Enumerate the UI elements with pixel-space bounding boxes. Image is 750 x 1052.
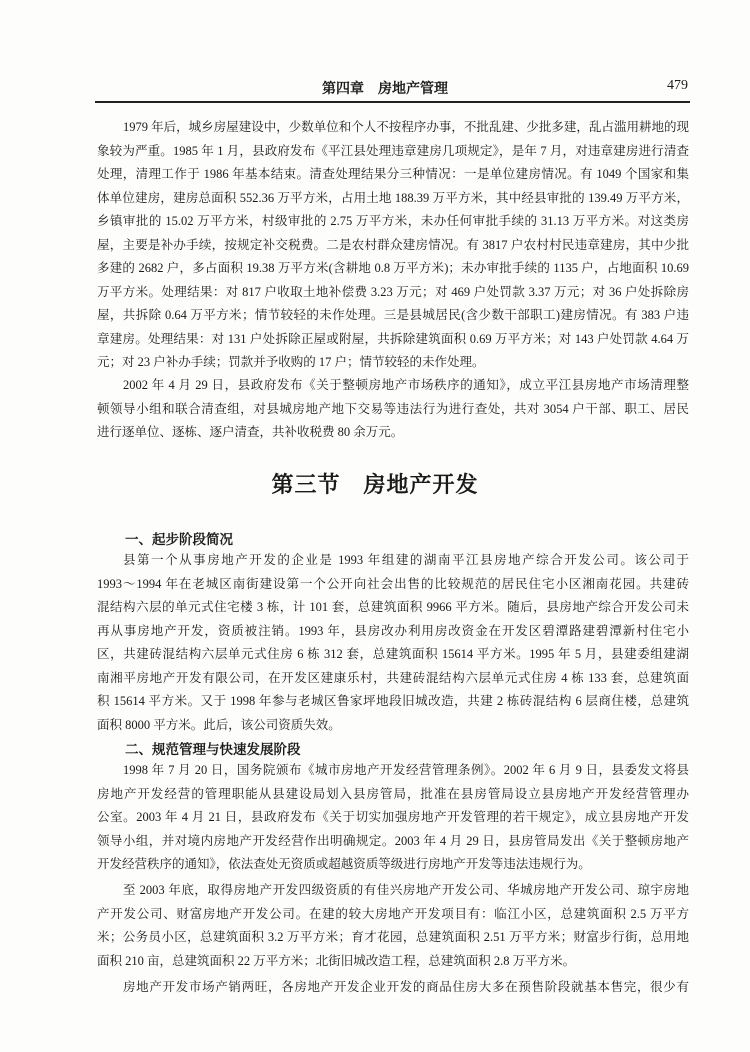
text-line: 1998 年 7 月 20 日，国务院颁布《城市房地产开发经营管理条例》。2002 年 6 月 9 日，县委发文将县 xyxy=(123,763,689,777)
text-line: 顿领导小组和联合清查组，对县城房地产地下交易等违法行为进行查处，共对 3054 户干部、职工、居民 xyxy=(97,401,689,416)
paragraph xyxy=(97,976,689,1000)
paragraph xyxy=(97,374,689,445)
paragraph xyxy=(97,879,689,973)
subsection-heading: 二、规范管理与快速发展阶段 xyxy=(125,742,301,758)
text-line: 面积 210 亩，总建筑面积 22 万平方米；北街旧城改造工程，总建筑面积 2.8 万平方米。 xyxy=(97,953,576,968)
text-line: 开发经营秩序的通知》，依法查处无资质或超越资质等级进行房地产开发等违法违规行为。 xyxy=(97,857,591,871)
text-line: 章建房。处理结果：对 131 户处拆除正屋或附屋，共拆除建筑面积 0.69 万平方米；对 143 户处罚款 4.64 万 xyxy=(97,331,689,346)
paragraph xyxy=(97,759,689,877)
text-line: 面积 8000 平方米。此后，该公司资质失效。 xyxy=(97,717,341,732)
text-line: 屋，主要是补办手续，按规定补交税费。二是农村群众建房情况。有 3817 户农村村民违章建房，其中少批 xyxy=(97,237,689,252)
text-line: 1979 年后，城乡房屋建设中，少数单位和个人不按程序办事，不批乱建、少批多建，乱占滥用耕地的现 xyxy=(123,120,689,134)
header-rule xyxy=(95,101,690,103)
text-line: 进行逐单位、逐栋、逐户清查，共补收税费 80 余万元。 xyxy=(97,425,404,439)
text-line: 南湘平房地产开发有限公司，在开发区建康乐村，共建砖混结构六层单元式住房 4 栋 133 套，总建筑面 xyxy=(97,670,689,685)
text-line: 再从事房地产开发，资质被注销。1993 年，县房改办利用房改资金在开发区碧潭路建碧潭新村住宅小 xyxy=(97,623,689,638)
paragraph xyxy=(97,116,689,375)
text-line: 米；公务员小区，总建筑面积 3.2 万平方米；育才花园，总建筑面积 2.51 万平方米；财富步行街，总用地 xyxy=(97,930,689,944)
text-line: 区，共建砖混结构六层单元式住房 6 栋 312 套，总建筑面积 15614 平方米。1995 年 5 月，县建委组建湖 xyxy=(97,647,689,661)
paragraph xyxy=(97,549,689,737)
text-line: 积 15614 平方米。又于 1998 年参与老城区鲁家坪地段旧城改造，共建 2 栋砖混结构 6 层商住楼，总建筑 xyxy=(97,694,689,708)
text-line: 至 2003 年底，取得房地产开发四级资质的有佳兴房地产开发公司、华城房地产开发公司、琼宇房地 xyxy=(123,883,689,897)
text-line: 房地产开发市场产销两旺，各房地产开发企业开发的商品住房大多在预售阶段就基本售完，很少有 xyxy=(123,980,689,994)
text-line: 体单位建房，建房总面积 552.36 万平方米，占用土地 188.39 万平方米，其中经县审批的 139.49 万平方米， xyxy=(97,190,689,205)
text-line: 产开发公司、财富房地产开发公司。在建的较大房地产开发项目有：临江小区，总建筑面积 2.5 万平方 xyxy=(97,906,689,921)
text-line: 多建的 2682 户，多占面积 19.38 万平方米(含耕地 0.8 万平方米)；未办审批手续的 1135 户，占地面积 10.69 xyxy=(97,261,689,275)
text-line: 县第一个从事房地产开发的企业是 1993 年组建的湖南平江县房地产综合开发公司。该公司于 xyxy=(123,553,689,567)
section-title: 第三节 房地产开发 xyxy=(271,472,479,497)
text-line: 2002 年 4 月 29 日，县政府发布《关于整顿房地产市场秩序的通知》，成立平江县房地产市场清理整 xyxy=(123,378,689,392)
text-line: 混结构六层的单元式住宅楼 3 栋，计 101 套，总建筑面积 9966 平方米。随后，县房地产综合开发公司未 xyxy=(97,600,689,614)
subsection-heading: 一、起步阶段简况 xyxy=(125,532,233,548)
text-line: 公室。2003 年 4 月 21 日，县政府发布《关于切实加强房地产开发管理的若干规定》，成立县房地产开发 xyxy=(97,810,689,824)
text-line: 元；对 23 户补办手续；罚款并予收购的 17 户；情节较轻的未作处理。 xyxy=(97,355,485,369)
text-line: 象较为严重。1985 年 1 月，县政府发布《平江县处理违章建房几项规定》，是年 7 月，对违章建房进行清查 xyxy=(97,143,689,158)
text-line: 万平方米。处理结果：对 817 户收取土地补偿费 3.23 万元；对 469 户处罚款 3.37 万元；对 36 户处拆除房 xyxy=(97,284,689,299)
running-header-chapter: 第四章 房地产管理 xyxy=(322,82,448,97)
text-line: 乡镇审批的 15.02 万平方米，村级审批的 2.75 万平方米，未办任何审批手续的 31.13 万平方米。对这类房 xyxy=(97,214,689,228)
page-number: 479 xyxy=(667,78,688,93)
text-line: 领导小组，并对境内房地产开发经营作出明确规定。2003 年 4 月 29 日，县房管局发出《关于整顿房地产 xyxy=(97,833,689,848)
text-line: 房地产开发经营的管理职能从县建设局划入县房管局，批准在县房管局设立县房地产开发经营管理办 xyxy=(97,786,689,801)
text-line: 1993～1994 年在老城区南街建设第一个公开向社会出售的比较规范的居民住宅小区湘南花园。共建砖 xyxy=(97,576,689,591)
text-line: 处理，清理工作于 1986 年基本结束。清查处理结果分三种情况：一是单位建房情况。有 1049 个国家和集 xyxy=(97,167,689,181)
text-line: 屋，共拆除 0.64 万平方米；情节较轻的未作处理。三是县城居民(含少数干部职工)建房情况。有 383 户违 xyxy=(97,308,689,322)
